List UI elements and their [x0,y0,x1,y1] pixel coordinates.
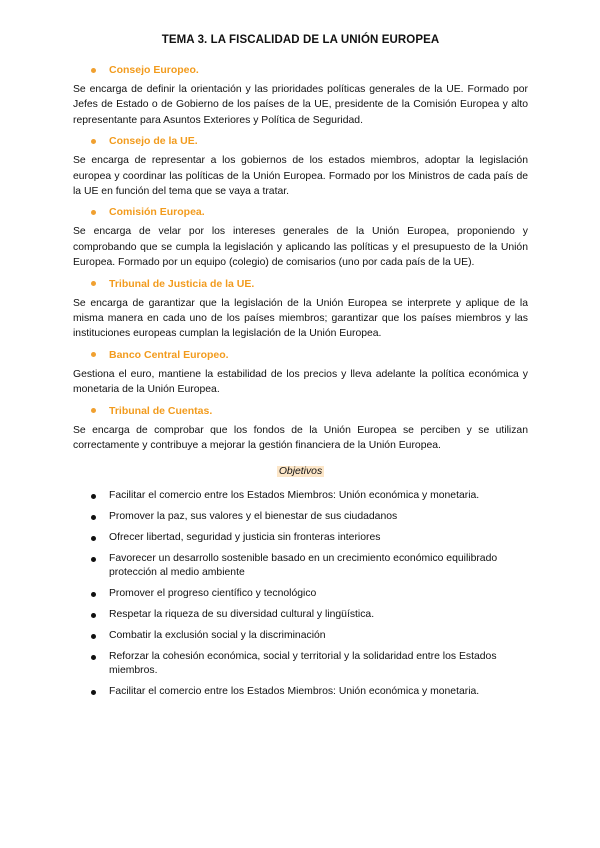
bullet-icon [91,408,96,413]
list-item [73,650,528,678]
list-item [73,510,528,524]
bullet-icon [91,690,96,695]
objectives-heading [73,461,528,479]
bullet-icon [91,210,96,215]
section [73,278,528,342]
list-item [73,552,528,580]
section-title: Tribunal de Justicia de la UE. [109,277,255,290]
bullet-icon [91,515,96,520]
objective-text: Combatir la exclusión social y la discriminación [109,629,326,641]
bullet-icon [91,557,96,562]
section-text: Se encarga de velar por los intereses generales de la Unión Europea, proponiendo y comprobando que se cumpla la legislación y aplicando las políticas y el presupuesto de la Unión Europea. Formado por un equipo (colegio) de comisarios (uno por cada país de la UE). [73,226,528,269]
list-item [73,531,528,545]
bullet-icon [91,281,96,286]
section [73,349,528,398]
bullet-icon [91,352,96,357]
section-heading [91,405,528,417]
section-heading [91,349,528,361]
bullet-icon [91,139,96,144]
bullet-icon [91,613,96,618]
objective-text: Promover el progreso científico y tecnológico [109,587,317,599]
section [73,135,528,199]
section-text: Se encarga de comprobar que los fondos de la Unión Europea se perciben y se utilizan correctamente y contribuye a mejorar la gestión financiera de la Unión Europea. [73,424,528,452]
section-text: Gestiona el euro, mantiene la estabilidad de los precios y lleva adelante la política económica y monetaria de la Unión Europea. [73,368,528,396]
bullet-icon [91,494,96,499]
document-title: TEMA 3. LA FISCALIDAD DE LA UNIÓN EUROPEA [161,34,440,46]
objective-text: Favorecer un desarrollo sostenible basado en un crecimiento económico equilibrado protección al medio ambiente [109,552,498,578]
list-item [73,685,528,699]
list-item [73,489,528,503]
bullet-icon [91,655,96,660]
bullet-icon [91,634,96,639]
objective-text: Ofrecer libertad, seguridad y justicia sin fronteras interiores [109,531,381,543]
section [73,206,528,270]
section-text: Se encarga de representar a los gobiernos de los estados miembros, adoptar la legislación europea y coordinar las políticas de la Unión Europea. Formado por los Ministros de cada país de la UE en función del tema que se vaya a tratar. [73,155,528,198]
section-title: Consejo de la UE. [109,135,198,148]
objective-text: Reforzar la cohesión económica, social y territorial y la solidaridad entre los Estados miembros. [109,650,497,676]
objective-text: Respetar la riqueza de su diversidad cultural y lingüística. [109,608,375,620]
objectives-list [73,489,528,699]
section-text: Se encarga de garantizar que la legislación de la Unión Europea se interprete y aplique de la misma manera en cada uno de los países miembros; garantizar que los países miembros y las instituciones europeas cumplan la legislación de la Unión Europea. [73,297,528,340]
section-heading [91,64,528,76]
section-heading [91,278,528,290]
bullet-icon [91,592,96,597]
section-heading [91,206,528,218]
objective-text: Facilitar el comercio entre los Estados Miembros: Unión económica y monetaria. [109,489,480,501]
section [73,405,528,454]
section-title: Banco Central Europeo. [109,348,229,361]
objective-text: Promover la paz, sus valores y el bienestar de sus ciudadanos [109,510,398,522]
list-item [73,608,528,622]
list-item [73,587,528,601]
section-title: Comisión Europea. [109,206,205,219]
bullet-icon [91,68,96,73]
list-item [73,629,528,643]
bullet-icon [91,536,96,541]
section [73,64,528,128]
section-text: Se encarga de definir la orientación y las prioridades políticas generales de la UE. Formado por Jefes de Estado o de Gobierno de los países de la UE, presidente de la Comisión Europea y alto representante para Asuntos Exteriores y Política de Seguridad. [73,84,528,126]
objective-text: Facilitar el comercio entre los Estados Miembros: Unión económica y monetaria. [109,685,480,697]
objectives-title: Objetivos [278,465,323,477]
document-page [73,34,528,706]
section-title: Consejo Europeo. [109,64,199,76]
section-title: Tribunal de Cuentas. [109,404,213,417]
section-heading [91,135,528,147]
